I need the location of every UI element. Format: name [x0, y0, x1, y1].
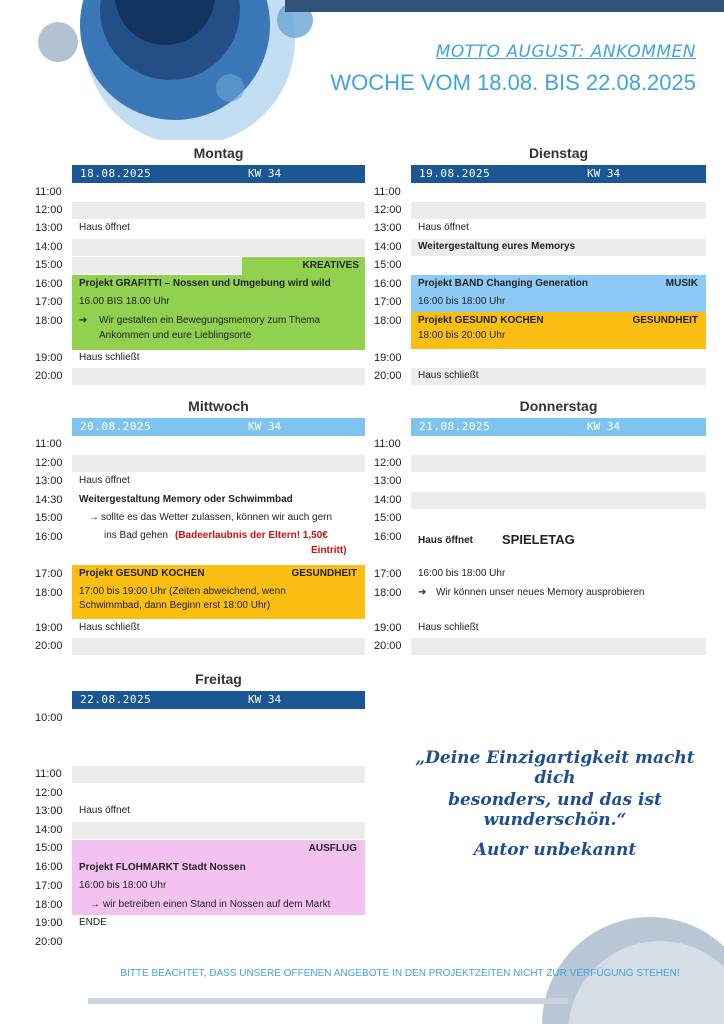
- project-title: Projekt GESUND KOCHEN: [79, 568, 205, 579]
- time-label: 16:00: [35, 861, 63, 873]
- project-hours: 16:00 bis 18:00 Uhr: [418, 568, 506, 579]
- top-bar: [285, 0, 724, 12]
- activity-note: ins Bad gehen: [104, 530, 168, 541]
- time-label: 18:00: [35, 587, 63, 599]
- day-header: [411, 418, 706, 436]
- decorative-circles-top: [20, 0, 320, 140]
- time-label: 20:00: [374, 640, 402, 652]
- calendar-week: KW 34: [248, 167, 282, 180]
- house-opens: Haus öffnet: [79, 805, 130, 816]
- category-label: GESUNDHEIT: [632, 315, 698, 326]
- time-label: 15:00: [35, 842, 63, 854]
- arrow-icon: ➔: [418, 587, 427, 598]
- day-date: 20.08.2025: [80, 420, 152, 433]
- arrow-icon: ➔: [79, 315, 88, 326]
- row-band: [72, 239, 365, 256]
- project-block: [72, 840, 365, 915]
- time-label: 17:00: [35, 296, 63, 308]
- arrow-icon: →: [90, 899, 100, 910]
- time-label: 19:00: [374, 622, 402, 634]
- day-header: [72, 165, 365, 183]
- time-label: 12:00: [35, 204, 63, 216]
- row-band: [72, 202, 365, 219]
- time-label: 19:00: [374, 352, 402, 364]
- activity-label: Weitergestaltung Memory oder Schwimmbad: [79, 494, 293, 505]
- row-band: [72, 822, 365, 839]
- time-label: 12:00: [374, 204, 402, 216]
- time-label: 14:00: [374, 494, 402, 506]
- time-label: 10:00: [35, 712, 63, 724]
- motto-heading: MOTTO AUGUST: ANKOMMEN: [435, 42, 696, 62]
- project-title: Projekt GESUND KOCHEN: [418, 315, 544, 326]
- activity-label: Weitergestaltung eures Memorys: [418, 241, 576, 252]
- house-opens: Haus öffnet: [418, 222, 469, 233]
- category-label: MUSIK: [665, 278, 698, 289]
- time-label: 17:00: [374, 568, 402, 580]
- time-label: 18:00: [35, 315, 63, 327]
- house-opens: Haus öffnet: [79, 222, 130, 233]
- day-title: Freitag: [195, 671, 242, 687]
- house-opens: Haus öffnet: [418, 535, 473, 546]
- quote-line: besonders, und das ist wunderschön.“: [448, 790, 662, 830]
- day-header: [72, 691, 365, 709]
- project-block: [72, 275, 365, 350]
- time-label: 19:00: [35, 352, 63, 364]
- category-label: GESUNDHEIT: [291, 568, 357, 579]
- row-band: [411, 638, 706, 655]
- project-hours: 16:00 bis 18:00 Uhr: [418, 296, 506, 307]
- calendar-week: KW 34: [248, 693, 282, 706]
- time-label: 14:00: [35, 824, 63, 836]
- project-hours: 16:00 bis 18:00 Uhr: [79, 880, 167, 891]
- calendar-week: KW 34: [587, 420, 621, 433]
- activity-description: Wir können unser neues Memory ausprobieren: [436, 587, 645, 598]
- row-band: [72, 257, 242, 274]
- end-label: ENDE: [79, 917, 107, 928]
- time-label: 20:00: [35, 936, 63, 948]
- row-band: [72, 638, 365, 655]
- time-label: 18:00: [374, 315, 402, 327]
- time-label: 16:00: [374, 278, 402, 290]
- calendar-week: KW 34: [587, 167, 621, 180]
- project-title: Projekt BAND Changing Generation: [418, 278, 589, 289]
- house-closes: Haus schließt: [418, 622, 479, 633]
- time-label: 15:00: [374, 512, 402, 524]
- project-hours: 18:00 bis 20:00 Uhr: [418, 330, 506, 341]
- day-date: 19.08.2025: [419, 167, 491, 180]
- time-label: 19:00: [35, 622, 63, 634]
- time-label: 13:00: [35, 475, 63, 487]
- time-label: 11:00: [35, 438, 62, 450]
- special-day-label: SPIELETAG: [502, 532, 575, 547]
- time-label: 12:00: [35, 457, 63, 469]
- project-description: wir betreiben einen Stand in Nossen auf dem Markt: [103, 899, 331, 910]
- footer-line: [88, 998, 568, 1004]
- time-label: 20:00: [374, 370, 402, 382]
- row-band: [411, 455, 706, 472]
- category-label: KREATIVES: [302, 260, 359, 271]
- row-band: [72, 455, 365, 472]
- project-block: [72, 565, 365, 619]
- project-block: [411, 275, 706, 312]
- time-label: 13:00: [374, 475, 402, 487]
- day-date: 18.08.2025: [80, 167, 152, 180]
- time-label: 15:00: [374, 259, 402, 271]
- arrow-icon: →: [89, 512, 99, 523]
- category-label: AUSFLUG: [308, 843, 357, 854]
- project-description: Wir gestalten ein Bewegungsmemory zum Thema: [99, 315, 321, 326]
- project-hours: Schwimmbad, dann Beginn erst 18:00 Uhr): [79, 600, 271, 611]
- time-label: 12:00: [374, 457, 402, 469]
- project-block: [411, 312, 706, 349]
- time-label: 14:00: [374, 241, 402, 253]
- time-label: 13:00: [35, 805, 63, 817]
- project-title: Projekt FLOHMARKT Stadt Nossen: [79, 862, 246, 873]
- time-label: 18:00: [374, 587, 402, 599]
- day-date: 22.08.2025: [80, 693, 152, 706]
- house-opens: Haus öffnet: [79, 475, 130, 486]
- parental-permission-note: Eintritt): [311, 545, 347, 556]
- house-closes: Haus schließt: [79, 622, 140, 633]
- decorative-circle-bottom: [530, 905, 724, 1024]
- quote-line: „Deine Einzigartigkeit macht dich: [415, 748, 695, 788]
- time-label: 17:00: [35, 880, 63, 892]
- time-label: 16:00: [374, 531, 402, 543]
- house-closes: Haus schließt: [418, 370, 479, 381]
- time-label: 20:00: [35, 640, 63, 652]
- project-title: Projekt GRAFITTI – Nossen und Umgebung wird wild: [79, 278, 331, 289]
- time-label: 11:00: [374, 438, 401, 450]
- time-label: 19:00: [35, 917, 63, 929]
- parental-permission-note: (Badeerlaubnis der Eltern! 1,50€: [175, 530, 328, 541]
- time-label: 13:00: [374, 222, 402, 234]
- day-title: Donnerstag: [519, 398, 598, 414]
- house-closes: Haus schließt: [79, 352, 140, 363]
- day-title: Montag: [193, 145, 244, 161]
- week-heading: WOCHE VOM 18.08. BIS 22.08.2025: [330, 70, 696, 95]
- row-band: [411, 202, 706, 219]
- time-label: 18:00: [35, 899, 63, 911]
- time-label: 12:00: [35, 787, 63, 799]
- row-band: [72, 368, 365, 385]
- day-date: 21.08.2025: [419, 420, 491, 433]
- category-tab: [242, 257, 365, 275]
- project-description: Ankommen und eure Lieblingsorte: [99, 330, 252, 341]
- day-title: Mittwoch: [188, 398, 249, 414]
- time-label: 11:00: [374, 186, 401, 198]
- time-label: 14:00: [35, 241, 63, 253]
- time-label: 17:00: [35, 568, 63, 580]
- time-label: 15:00: [35, 512, 63, 524]
- time-label: 11:00: [35, 768, 62, 780]
- time-label: 11:00: [35, 186, 62, 198]
- footer-note: BITTE BEACHTET, DASS UNSERE OFFENEN ANGEBOTE IN DEN PROJEKTZEITEN NICHT ZUR VERFÜGUNG STEHEN!: [120, 968, 680, 979]
- time-label: 16:00: [35, 531, 63, 543]
- quote-author: Autor unbekannt: [473, 840, 637, 860]
- row-band: [72, 766, 365, 783]
- time-label: 20:00: [35, 370, 63, 382]
- day-title: Dienstag: [528, 145, 589, 161]
- time-label: 14:30: [35, 494, 63, 506]
- day-header: [411, 165, 706, 183]
- time-label: 13:00: [35, 222, 63, 234]
- time-label: 16:00: [35, 278, 63, 290]
- project-hours: 17:00 bis 19:00 Uhr (Zeiten abweichend, wenn: [79, 586, 286, 597]
- calendar-week: KW 34: [248, 420, 282, 433]
- row-band: [411, 492, 706, 509]
- project-hours: 16.00 BIS 18.00 Uhr: [79, 296, 170, 307]
- time-label: 17:00: [374, 296, 402, 308]
- time-label: 15:00: [35, 259, 63, 271]
- activity-note: sollte es das Wetter zulassen, können wir auch gern: [101, 512, 333, 523]
- day-header: [72, 418, 365, 436]
